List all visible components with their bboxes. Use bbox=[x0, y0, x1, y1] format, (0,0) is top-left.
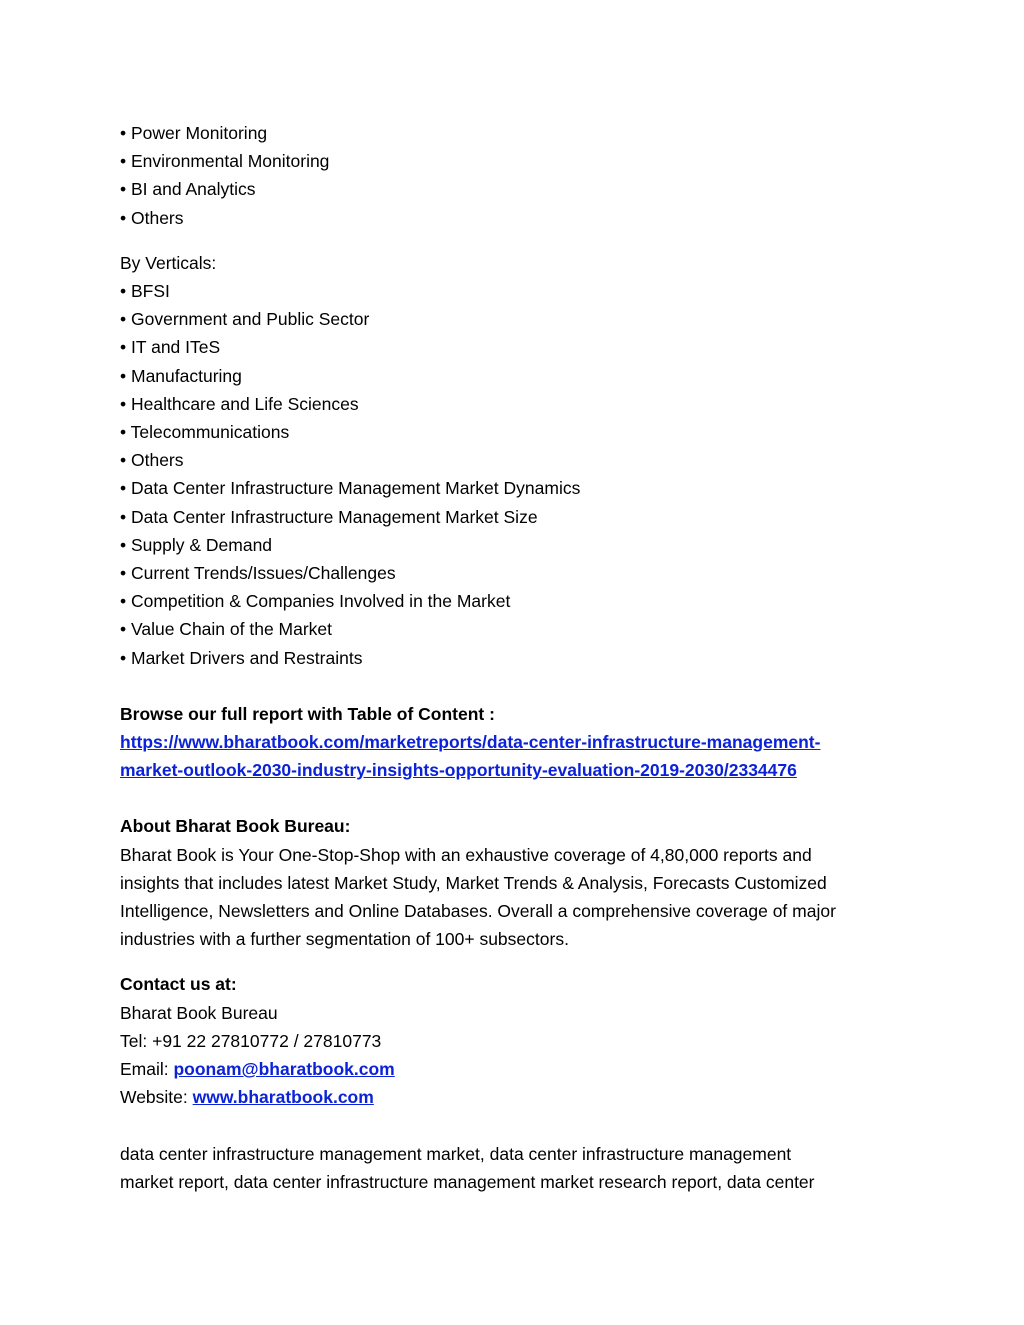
browse-heading: Browse our full report with Table of Content : bbox=[120, 703, 495, 724]
verticals-heading: By Verticals: bbox=[120, 252, 217, 273]
website-label: Website: bbox=[120, 1087, 193, 1108]
contact-website-row bbox=[120, 1083, 880, 1111]
list-item: • Value Chain of the Market bbox=[120, 619, 333, 640]
keywords-line: data center infrastructure management market, data center infrastructure management bbox=[120, 1143, 792, 1164]
about-heading: About Bharat Book Bureau: bbox=[120, 816, 351, 837]
about-paragraph-line: Bharat Book is Your One-Stop-Shop with an exhaustive coverage of 4,80,000 reports and bbox=[120, 844, 812, 865]
verticals-section bbox=[120, 249, 880, 672]
contact-email-row bbox=[120, 1055, 880, 1083]
list-item: • Telecommunications bbox=[120, 422, 290, 443]
list-item: • Current Trends/Issues/Challenges bbox=[120, 563, 396, 584]
list-item: • Market Drivers and Restraints bbox=[120, 647, 363, 668]
about-section bbox=[120, 812, 880, 953]
about-paragraph-line: insights that includes latest Market Study, Market Trends & Analysis, Forecasts Customized bbox=[120, 872, 827, 893]
list-item: • Data Center Infrastructure Management Market Dynamics bbox=[120, 478, 581, 499]
list-item: • Others bbox=[120, 207, 184, 228]
browse-section bbox=[120, 700, 880, 785]
keywords-section bbox=[120, 1140, 880, 1196]
list-item: • Healthcare and Life Sciences bbox=[120, 393, 359, 414]
list-item: • IT and ITeS bbox=[120, 337, 221, 358]
list-item: • Manufacturing bbox=[120, 365, 242, 386]
list-item: • Data Center Infrastructure Management Market Size bbox=[120, 506, 538, 527]
email-label: Email: bbox=[120, 1059, 174, 1080]
list-item: • Environmental Monitoring bbox=[120, 151, 330, 172]
list-item: • BFSI bbox=[120, 281, 170, 302]
keywords-line: market report, data center infrastructure management market research report, data center bbox=[120, 1171, 815, 1192]
list-item: • Others bbox=[120, 450, 184, 471]
about-paragraph-line: Intelligence, Newsletters and Online Databases. Overall a comprehensive coverage of major bbox=[120, 901, 836, 922]
document-page bbox=[120, 119, 880, 1196]
monitoring-list bbox=[120, 119, 880, 232]
list-item: • Competition & Companies Involved in the Market bbox=[120, 591, 511, 612]
list-item: • Supply & Demand bbox=[120, 534, 273, 555]
email-link[interactable]: poonam@bharatbook.com bbox=[173, 1059, 395, 1080]
website-link[interactable]: www.bharatbook.com bbox=[192, 1087, 374, 1108]
contact-tel: Tel: +91 22 27810772 / 27810773 bbox=[120, 1030, 382, 1051]
contact-heading: Contact us at: bbox=[120, 974, 237, 995]
contact-company: Bharat Book Bureau bbox=[120, 1002, 278, 1023]
report-link-line-2[interactable]: market-outlook-2030-industry-insights-opportunity-evaluation-2019-2030/2334476 bbox=[120, 760, 797, 781]
contact-section bbox=[120, 970, 880, 1111]
about-paragraph-line: industries with a further segmentation of 100+ subsectors. bbox=[120, 929, 569, 950]
report-link-line-1[interactable]: https://www.bharatbook.com/marketreports/data-center-infrastructure-management- bbox=[120, 732, 821, 753]
list-item: • Power Monitoring bbox=[120, 123, 268, 143]
list-item: • Government and Public Sector bbox=[120, 309, 370, 330]
list-item: • BI and Analytics bbox=[120, 179, 256, 200]
